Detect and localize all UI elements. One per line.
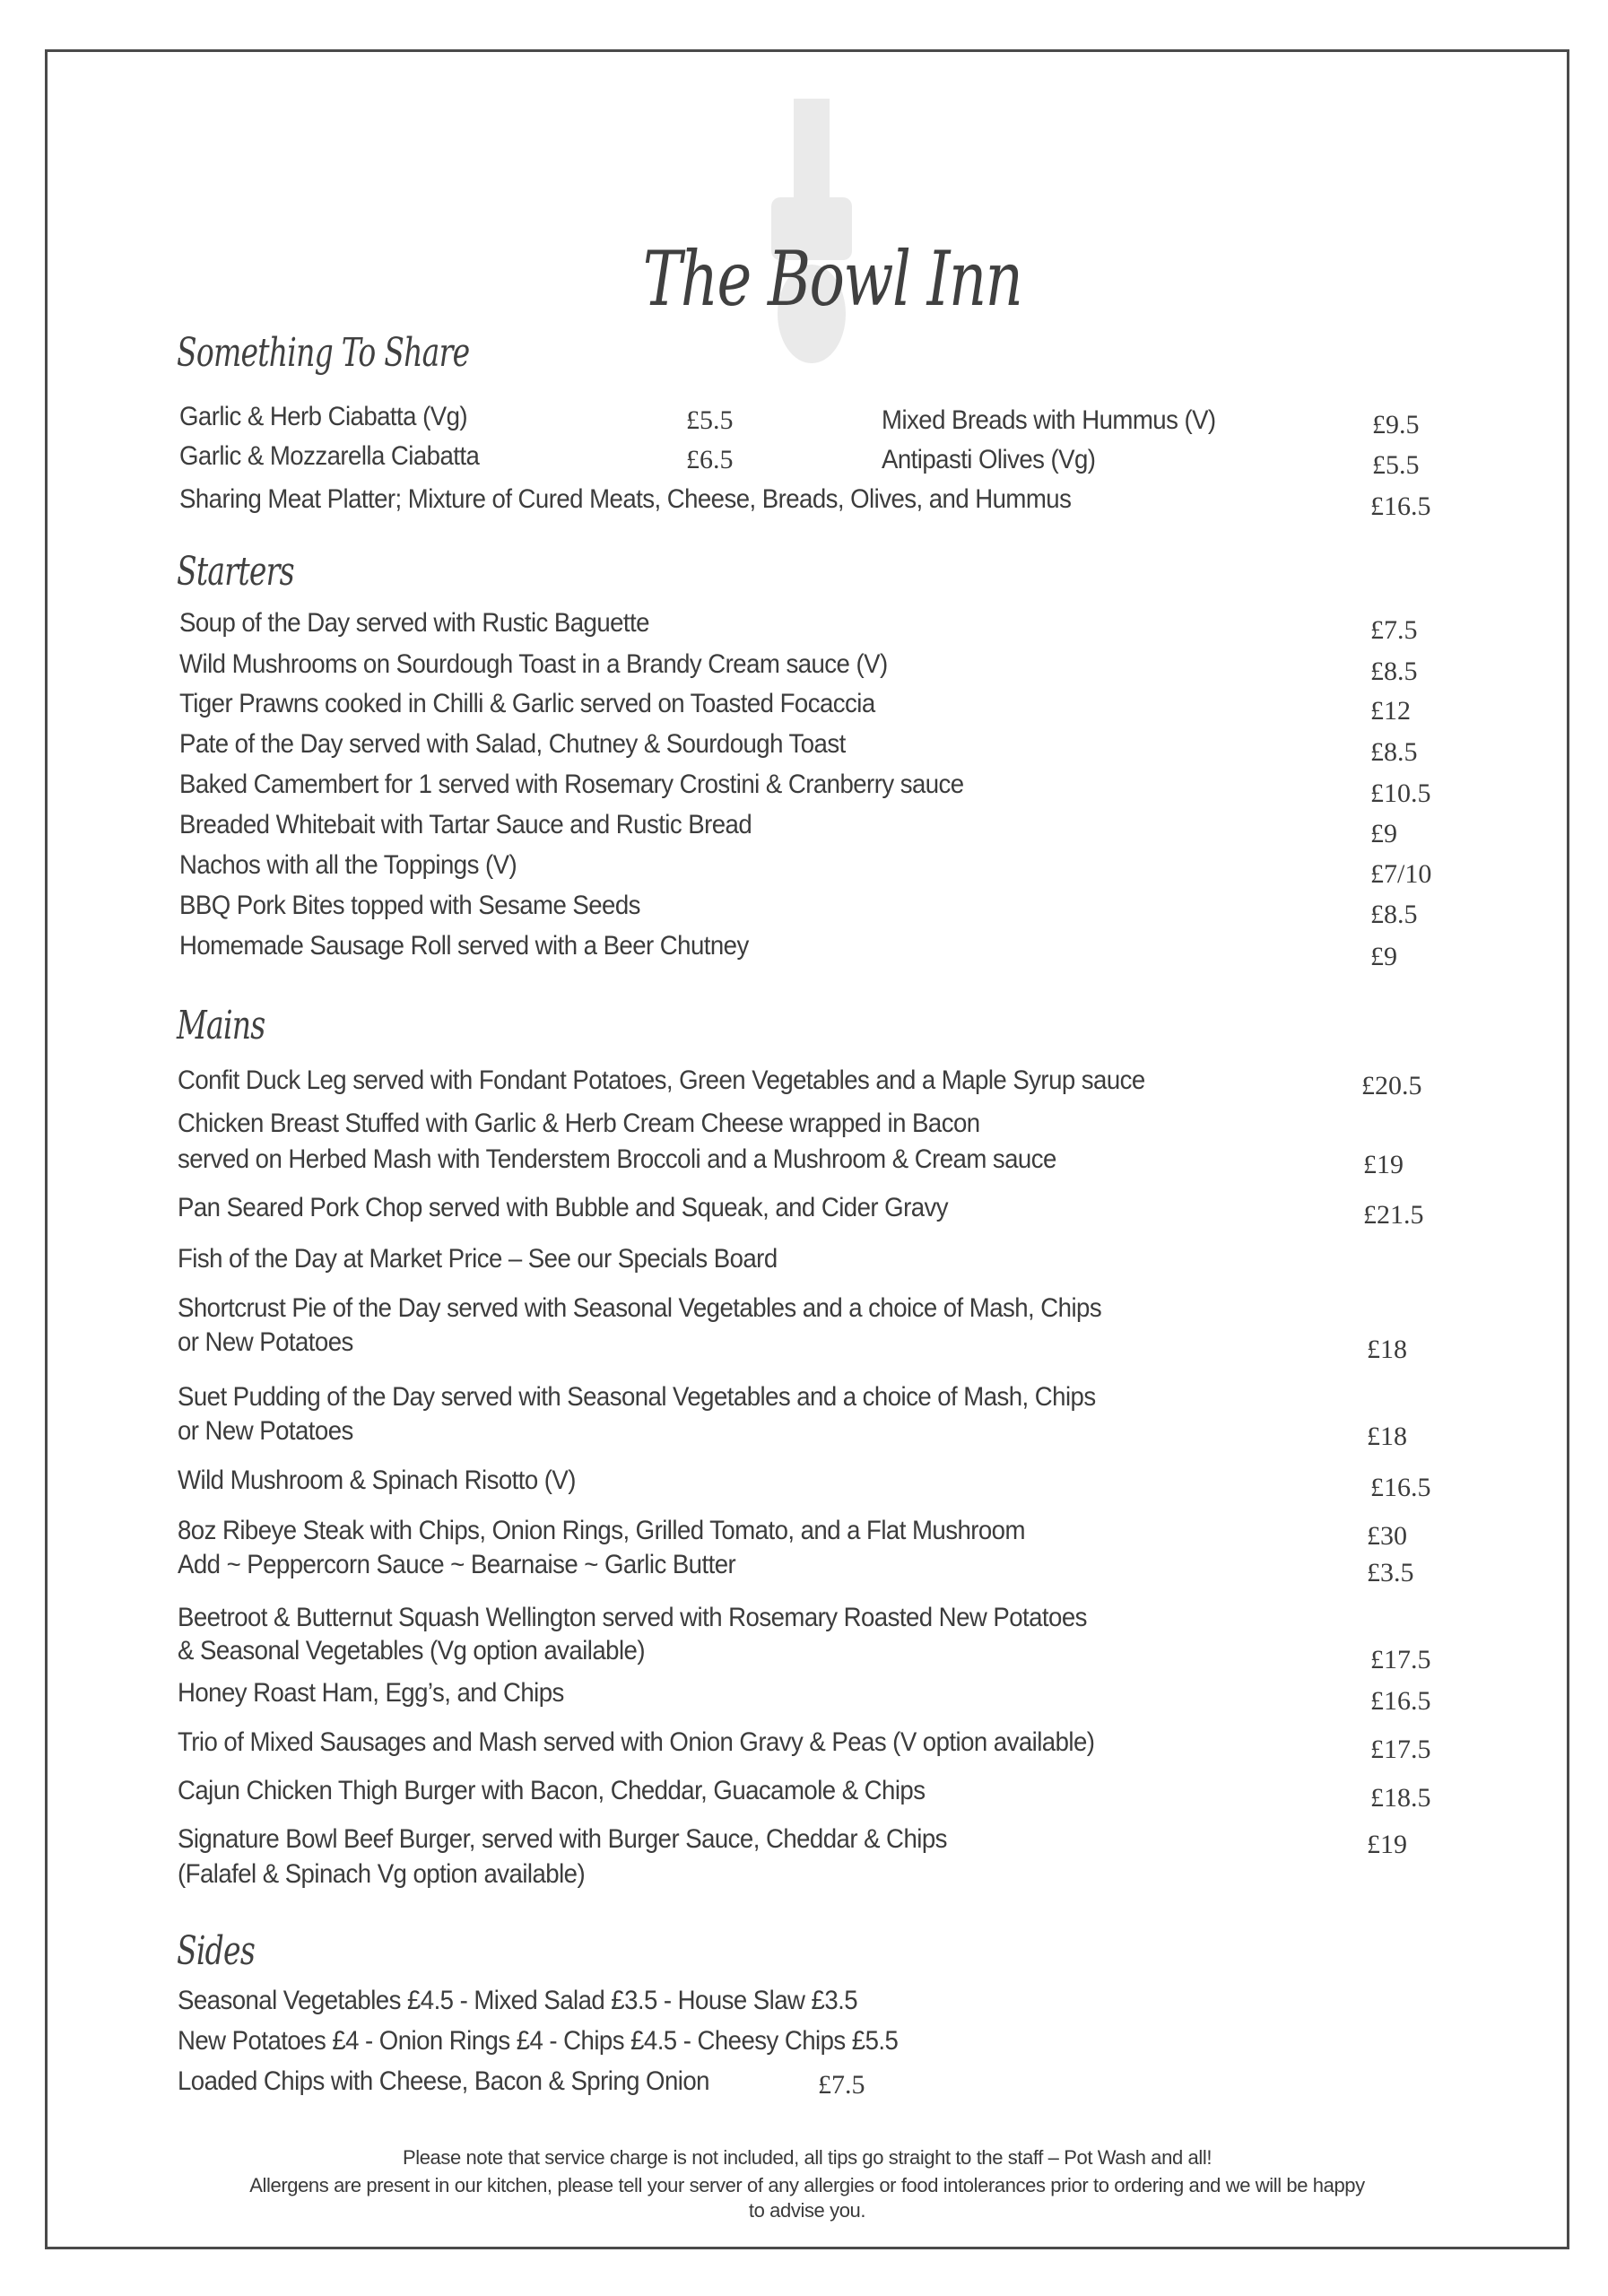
menu-item-price: £19: [1367, 1830, 1407, 1859]
menu-item-addon: Add ~ Peppercorn Sauce ~ Bearnaise ~ Garlic Butter: [178, 1550, 736, 1579]
menu-item-price: £17.5: [1370, 1645, 1431, 1674]
sides-price: £7.5: [818, 2070, 865, 2100]
menu-item-price: £5.5: [1372, 450, 1420, 480]
menu-item-price: £17.5: [1370, 1735, 1431, 1764]
menu-item-addon-price: £3.5: [1367, 1558, 1414, 1587]
menu-item-price: £9: [1370, 942, 1397, 971]
menu-item-name: Baked Camembert for 1 served with Rosemary Crostini & Cranberry sauce: [179, 770, 964, 799]
menu-item-price: £7/10: [1370, 859, 1432, 889]
menu-item-name: Signature Bowl Beef Burger, served with Burger Sauce, Cheddar & Chips: [178, 1824, 947, 1854]
menu-item-name: Fish of the Day at Market Price – See our Specials Board: [178, 1244, 778, 1274]
allergen-note-continued: to advise you.: [748, 2199, 866, 2222]
menu-item-name: Soup of the Day served with Rustic Baguette: [179, 608, 649, 638]
menu-item-price: £30: [1367, 1521, 1407, 1551]
menu-item-description: & Seasonal Vegetables (Vg option available): [178, 1636, 645, 1665]
menu-item-description: (Falafel & Spinach Vg option available): [178, 1859, 586, 1889]
menu-item-name: Wild Mushrooms on Sourdough Toast in a Brandy Cream sauce (V): [179, 649, 888, 679]
service-charge-note: Please note that service charge is not included, all tips go straight to the staff – Pot Wash and all!: [402, 2146, 1213, 2169]
menu-item-name: Garlic & Mozzarella Ciabatta: [179, 441, 480, 471]
menu-item-price: £16.5: [1370, 1473, 1431, 1502]
menu-item-name: Tiger Prawns cooked in Chilli & Garlic served on Toasted Focaccia: [179, 689, 875, 718]
sides-line: Loaded Chips with Cheese, Bacon & Spring Onion: [178, 2066, 709, 2096]
menu-item-name: Homemade Sausage Roll served with a Beer Chutney: [179, 931, 749, 961]
menu-item-name: 8oz Ribeye Steak with Chips, Onion Rings, Grilled Tomato, and a Flat Mushroom: [178, 1516, 1025, 1545]
menu-item-name: Shortcrust Pie of the Day served with Seasonal Vegetables and a choice of Mash, Chips: [178, 1293, 1102, 1323]
menu-item-price: £8.5: [1370, 657, 1418, 686]
section-heading-mains: Mains: [177, 1003, 265, 1048]
menu-item-price: £6.5: [686, 445, 734, 474]
menu-item-description: or New Potatoes: [178, 1416, 353, 1446]
menu-item-price: £21.5: [1363, 1200, 1424, 1230]
menu-item-price: £16.5: [1370, 1686, 1431, 1716]
allergen-note: Allergens are present in our kitchen, please tell your server of any allergies or food intolerances prior to ordering and we will be happy: [249, 2174, 1365, 2196]
menu-item-name: Cajun Chicken Thigh Burger with Bacon, Cheddar, Guacamole & Chips: [178, 1776, 926, 1805]
menu-item-name: Confit Duck Leg served with Fondant Potatoes, Green Vegetables and a Maple Syrup sauce: [178, 1065, 1145, 1095]
menu-item-price: £16.5: [1370, 491, 1431, 521]
menu-item-price: £8.5: [1370, 737, 1418, 767]
menu-item-price: £5.5: [686, 405, 734, 435]
menu-item-name: Nachos with all the Toppings (V): [179, 850, 517, 880]
menu-item-name: Trio of Mixed Sausages and Mash served with Onion Gravy & Peas (V option available): [178, 1727, 1095, 1757]
menu-item-price: £18: [1367, 1335, 1407, 1364]
menu-item-price: £10.5: [1370, 778, 1431, 808]
menu-item-name: Sharing Meat Platter; Mixture of Cured Meats, Cheese, Breads, Olives, and Hummus: [179, 484, 1072, 514]
menu-item-name: Breaded Whitebait with Tartar Sauce and Rustic Bread: [179, 810, 752, 839]
menu-item-price: £7.5: [1370, 615, 1418, 645]
menu-item-name: Pan Seared Pork Chop served with Bubble and Squeak, and Cider Gravy: [178, 1193, 949, 1222]
menu-item-name: Beetroot & Butternut Squash Wellington served with Rosemary Roasted New Potatoes: [178, 1603, 1087, 1632]
menu-item-price: £8.5: [1370, 900, 1418, 929]
menu-item-price: £18.5: [1370, 1783, 1431, 1813]
menu-item-name: Chicken Breast Stuffed with Garlic & Herb Cream Cheese wrapped in Bacon: [178, 1109, 980, 1138]
menu-item-price: £19: [1363, 1150, 1404, 1179]
menu-item-name: Honey Roast Ham, Egg’s, and Chips: [178, 1678, 564, 1708]
menu-item-name: Pate of the Day served with Salad, Chutney & Sourdough Toast: [179, 729, 846, 759]
menu-item-price: £12: [1370, 696, 1411, 726]
menu-item-description: served on Herbed Mash with Tenderstem Broccoli and a Mushroom & Cream sauce: [178, 1144, 1056, 1174]
section-heading-sides: Sides: [177, 1928, 255, 1974]
menu-item-name: BBQ Pork Bites topped with Sesame Seeds: [179, 891, 640, 920]
sides-line: New Potatoes £4 - Onion Rings £4 - Chips £4.5 - Cheesy Chips £5.5: [178, 2026, 899, 2056]
section-heading-share: Something To Share: [177, 330, 470, 376]
chef-watermark-icon: [767, 99, 856, 368]
menu-item-price: £18: [1367, 1422, 1407, 1451]
menu-item-price: £20.5: [1361, 1071, 1422, 1100]
menu-item-name: Antipasti Olives (Vg): [882, 445, 1096, 474]
section-heading-starters: Starters: [177, 549, 294, 595]
menu-item-name: Suet Pudding of the Day served with Seasonal Vegetables and a choice of Mash, Chips: [178, 1382, 1096, 1412]
menu-item-price: £9.5: [1372, 410, 1420, 439]
menu-item-name: Wild Mushroom & Spinach Risotto (V): [178, 1465, 576, 1495]
restaurant-title: The Bowl Inn: [642, 235, 1022, 323]
menu-item-price: £9: [1370, 819, 1397, 848]
menu-item-description: or New Potatoes: [178, 1327, 353, 1357]
menu-item-name: Garlic & Herb Ciabatta (Vg): [179, 402, 468, 431]
menu-item-name: Mixed Breads with Hummus (V): [882, 405, 1216, 435]
sides-line: Seasonal Vegetables £4.5 - Mixed Salad £3.5 - House Slaw £3.5: [178, 1986, 858, 2015]
